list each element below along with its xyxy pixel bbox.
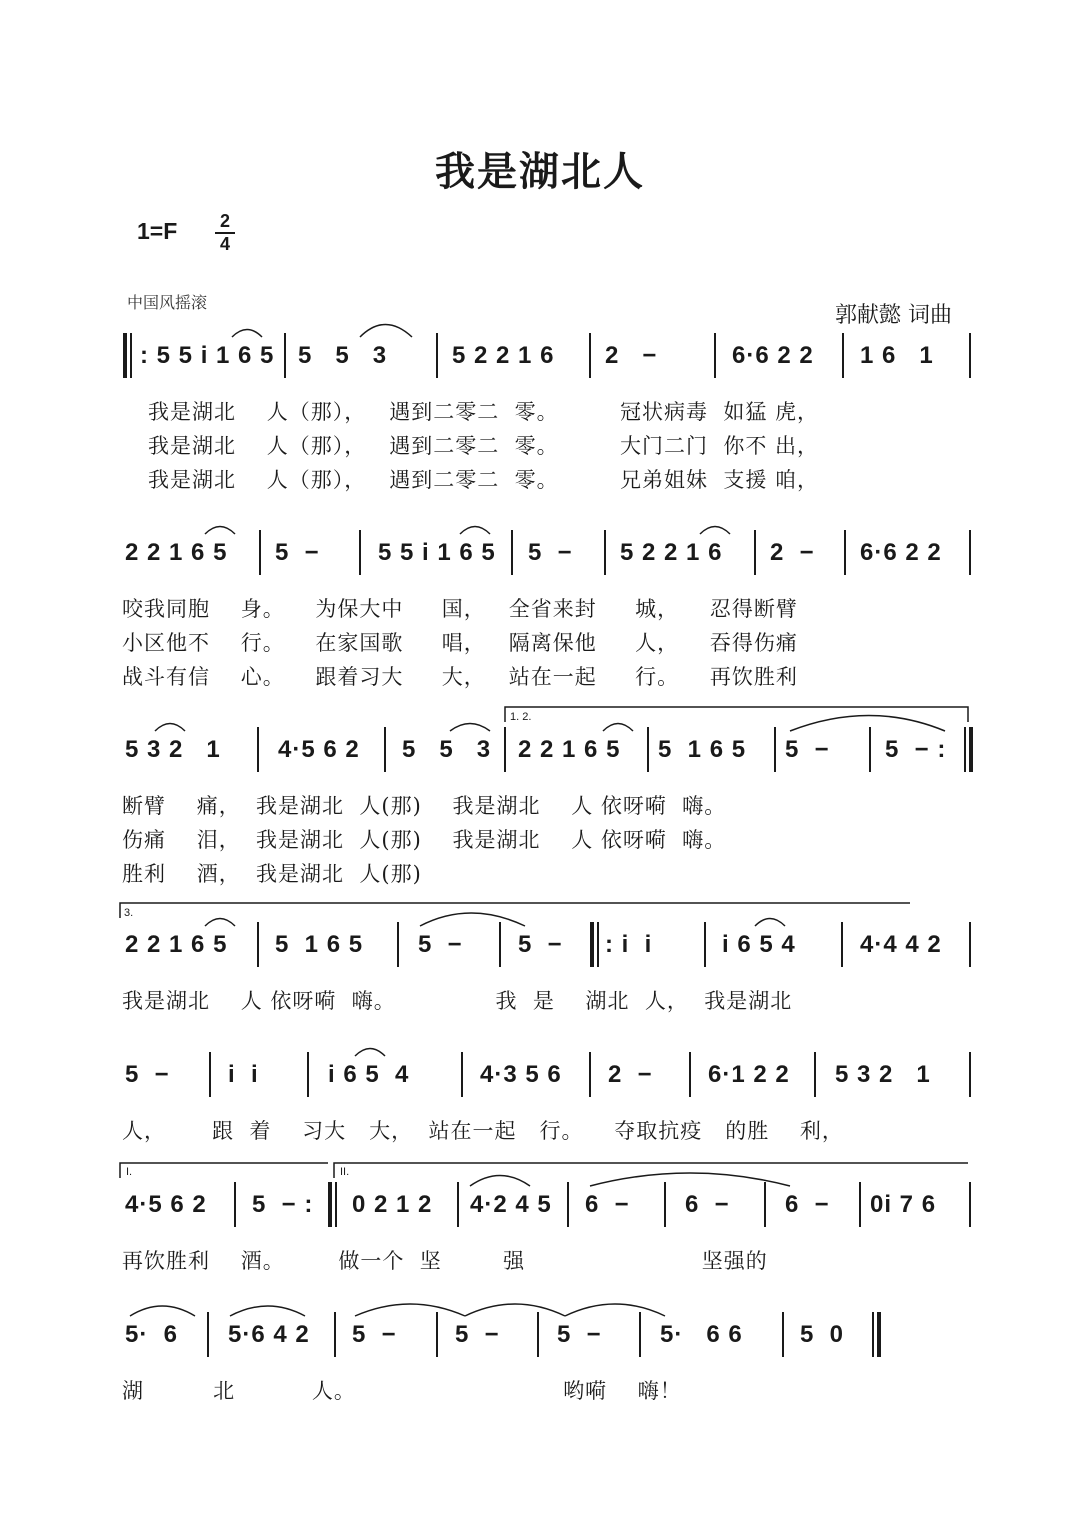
notes-row4-bar6: i 6 5 4 bbox=[722, 931, 796, 958]
time-signature-bottom: 4 bbox=[219, 234, 230, 254]
notes-row2-bar2: 5 − bbox=[275, 539, 320, 566]
volta-II: II. bbox=[340, 1166, 350, 1178]
notes-row3-bar3: 5 5 3 bbox=[402, 736, 492, 763]
lyrics-row6-verse1: 再饮胜利 酒。 做一个 坚 强 坚强的 bbox=[122, 1249, 768, 1273]
notes-row5-bar6: 6·1 2 2 bbox=[708, 1061, 790, 1088]
notes-row3-bar7: 5 − : bbox=[885, 736, 947, 763]
notes-row1-bar4: 2 − bbox=[605, 342, 658, 369]
notes-row3-bar6: 5 − bbox=[785, 736, 830, 763]
notes-row5-bar3: i 6 5 4 bbox=[328, 1061, 410, 1088]
notes-row7-bar3: 5 − bbox=[352, 1321, 397, 1348]
notes-row4-bar4: 5 − bbox=[518, 931, 563, 958]
notes-row7-bar1: 5· 6 bbox=[125, 1321, 179, 1348]
lyrics-row2-verse1: 咬我同胞 身。 为保大中 国， 全省来封 城， 忍得断臂 bbox=[122, 597, 798, 621]
notes-row6-bar3: 0 2 1 2 bbox=[352, 1191, 433, 1218]
lyrics-row3-verse2: 伤痛 泪， 我是湖北 人(那) 我是湖北 人 依呀嗬 嗨。 bbox=[122, 828, 727, 852]
notes-row2-bar1: 2 2 1 6 5 bbox=[125, 539, 228, 566]
lyrics-row2-verse2: 小区他不 行。 在家国歌 唱， 隔离保他 人， 吞得伤痛 bbox=[122, 631, 798, 655]
notes-row5-bar5: 2 − bbox=[608, 1061, 653, 1088]
notes-row1-bar2: 5 5 3 bbox=[298, 342, 388, 369]
notes-row4-bar2: 5 1 6 5 bbox=[275, 931, 364, 958]
notes-row7-bar4: 5 − bbox=[455, 1321, 500, 1348]
lyrics-row5-verse1: 人， 跟 着 习大 大， 站在一起 行。 夺取抗疫 的胜 利， bbox=[122, 1119, 844, 1143]
notes-row3-bar4: 2 2 1 6 5 bbox=[518, 736, 621, 763]
style-label: 中国风摇滚 bbox=[127, 293, 208, 312]
author-credit: 郭献懿 词曲 bbox=[835, 303, 952, 328]
notes-row2-bar5: 5 2 2 1 6 bbox=[620, 539, 723, 566]
song-title: 我是湖北人 bbox=[435, 148, 645, 195]
volta-I: I. bbox=[126, 1166, 133, 1178]
notes-row5-bar7: 5 3 2 1 bbox=[835, 1061, 931, 1088]
notes-row2-bar3: 5 5 i 1 6 5 bbox=[378, 539, 496, 566]
notes-row6-bar2: 5 − : bbox=[252, 1191, 314, 1218]
lyrics-row2-verse3: 战斗有信 心。 跟着习大 大， 站在一起 行。 再饮胜利 bbox=[122, 665, 798, 689]
notes-row6-bar6: 6 − bbox=[685, 1191, 730, 1218]
notes-row2-bar7: 6·6 2 2 bbox=[860, 539, 942, 566]
notes-row4-bar1: 2 2 1 6 5 bbox=[125, 931, 228, 958]
notes-row6-bar4: 4·2 4 5 bbox=[470, 1191, 552, 1218]
notes-row1-bar1: : 5 5 i 1 6 5 bbox=[140, 342, 275, 369]
notes-row4-bar7: 4·4 4 2 bbox=[860, 931, 942, 958]
volta-3: 3. bbox=[124, 907, 134, 919]
lyrics-row1-verse1: 我是湖北 人（那）， 遇到二零二 零。 冠状病毒 如猛 虎， bbox=[148, 400, 820, 424]
key-signature: 1=F bbox=[137, 218, 178, 244]
notes-row3-bar2: 4·5 6 2 bbox=[278, 736, 360, 763]
notes-row2-bar4: 5 − bbox=[528, 539, 573, 566]
notes-row7-bar5: 5 − bbox=[557, 1321, 602, 1348]
notes-row5-bar2: i i bbox=[228, 1061, 259, 1088]
notes-row2-bar6: 2 − bbox=[770, 539, 815, 566]
notes-row6-bar1: 4·5 6 2 bbox=[125, 1191, 207, 1218]
notes-row1-bar3: 5 2 2 1 6 bbox=[452, 342, 555, 369]
notes-row5-bar4: 4·3 5 6 bbox=[480, 1061, 562, 1088]
notes-row7-bar6: 5· 6 6 bbox=[660, 1321, 743, 1348]
lyrics-row7-verse1: 湖 北 人。 哟嗬 嗨！ bbox=[122, 1379, 682, 1403]
lyrics-row3-verse3: 胜利 酒， 我是湖北 人(那) bbox=[122, 862, 422, 886]
notes-row4-bar3: 5 − bbox=[418, 931, 463, 958]
lyrics-row3-verse1: 断臂 痛， 我是湖北 人(那) 我是湖北 人 依呀嗬 嗨。 bbox=[122, 794, 727, 818]
time-signature-top: 2 bbox=[219, 211, 230, 231]
notes-row7-bar7: 5 0 bbox=[800, 1321, 845, 1348]
volta-1-2: 1. 2. bbox=[510, 711, 532, 723]
notes-row4-bar5: : i i bbox=[605, 931, 653, 958]
lyrics-row4-verse1: 我是湖北 人 依呀嗬 嗨。 我 是 湖北 人， 我是湖北 bbox=[122, 989, 793, 1013]
notes-row3-bar1: 5 3 2 1 bbox=[125, 736, 221, 763]
notes-row1-bar6: 1 6 1 bbox=[860, 342, 934, 369]
lyrics-row1-verse3: 我是湖北 人（那）， 遇到二零二 零。 兄弟姐妹 支援 咱， bbox=[148, 468, 820, 492]
notes-row6-bar7: 6 − bbox=[785, 1191, 830, 1218]
notes-row1-bar5: 6·6 2 2 bbox=[732, 342, 814, 369]
lyrics-row1-verse2: 我是湖北 人（那）， 遇到二零二 零。 大门二门 你不 出， bbox=[148, 434, 820, 458]
notes-row3-bar5: 5 1 6 5 bbox=[658, 736, 747, 763]
notes-row6-bar8: 0i 7 6 bbox=[870, 1191, 937, 1218]
notes-row5-bar1: 5 − bbox=[125, 1061, 170, 1088]
notes-row6-bar5: 6 − bbox=[585, 1191, 630, 1218]
notes-row7-bar2: 5·6 4 2 bbox=[228, 1321, 310, 1348]
